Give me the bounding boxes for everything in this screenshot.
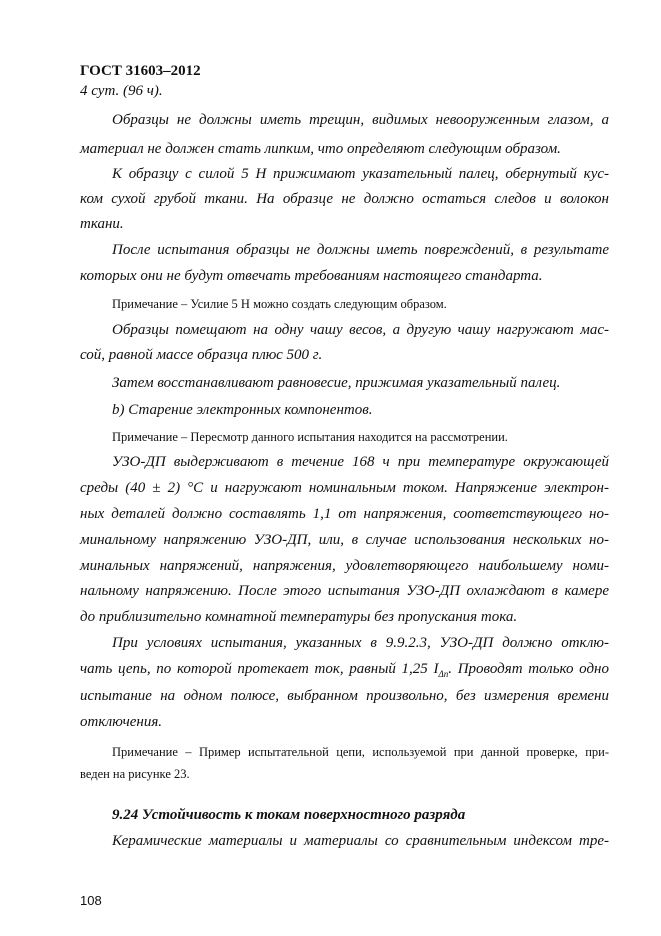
subscript: Δn bbox=[438, 669, 449, 679]
text-line: материал не должен стать липким, что определяют следующим образом. bbox=[80, 141, 561, 157]
text-line: Керамические материалы и материалы со сравнительным индексом тре- bbox=[112, 833, 609, 849]
text-line: которых они не будут отвечать требованиям настоящего стандарта. bbox=[80, 268, 543, 284]
text-line: 4 сут. (96 ч). bbox=[80, 83, 163, 99]
text-line: среды (40 ± 2) °С и нагружают номинальным током. Напряжение электрон- bbox=[80, 480, 609, 496]
text-line: К образцу с силой 5 Н прижимают указательный палец, обернутый кус- bbox=[112, 166, 609, 182]
text-line: b) Старение электронных компонентов. bbox=[112, 402, 373, 418]
text-line: УЗО-ДП выдерживают в течение 168 ч при температуре окружающей bbox=[112, 454, 609, 470]
text-line: ком сухой грубой ткани. На образце не должно остаться следов и волокон bbox=[80, 191, 609, 207]
text-line: сой, равной массе образца плюс 500 г. bbox=[80, 347, 323, 363]
section-heading: 9.24 Устойчивость к токам поверхностного разряда bbox=[112, 807, 466, 823]
document-code: ГОСТ 31603–2012 bbox=[80, 63, 201, 79]
text-line: испытание на одном полюсе, выбранном произвольно, без измерения времени bbox=[80, 688, 609, 704]
text-line: ткани. bbox=[80, 216, 124, 232]
note-line: Примечание – Пересмотр данного испытания находится на рассмотрении. bbox=[112, 430, 508, 444]
text-line: до приблизительно комнатной температуры без пропускания тока. bbox=[80, 609, 518, 625]
text-line: Образцы не должны иметь трещин, видимых невооруженным глазом, а bbox=[112, 112, 609, 128]
text-line: После испытания образцы не должны иметь повреждений, в результате bbox=[112, 242, 609, 258]
text-line: При условиях испытания, указанных в 9.9.2.3, УЗО-ДП должно отклю- bbox=[112, 635, 609, 651]
text-fragment: чать цепь, по которой протекает ток, равный 1,25 I bbox=[80, 661, 439, 677]
text-line: минальному напряжению УЗО-ДП, или, в случае использования нескольких но- bbox=[80, 532, 609, 548]
text-line: отключения. bbox=[80, 714, 163, 730]
text-line: Образцы помещают на одну чашу весов, а другую чашу нагружают мас- bbox=[112, 322, 609, 338]
note-line: Примечание – Пример испытательной цепи, используемой при данной проверке, при- bbox=[112, 745, 609, 759]
text-line: Затем восстанавливают равновесие, прижимая указательный палец. bbox=[112, 375, 561, 391]
text-line: ных деталей должно составлять 1,1 от напряжения, соответствующего но- bbox=[80, 506, 609, 522]
text-line: нальному напряжению. После этого испытания УЗО-ДП охлаждают в камере bbox=[80, 583, 609, 599]
note-line: Примечание – Усилие 5 Н можно создать следующим образом. bbox=[112, 297, 447, 311]
text-line-with-subscript bbox=[80, 660, 609, 683]
text-fragment: . Проводят только одно bbox=[448, 661, 609, 677]
page-number: 108 bbox=[80, 893, 102, 908]
text-line: минальных напряжений, напряжения, удовлетворяющего наибольшему номи- bbox=[80, 558, 609, 574]
note-line: веден на рисунке 23. bbox=[80, 767, 190, 781]
